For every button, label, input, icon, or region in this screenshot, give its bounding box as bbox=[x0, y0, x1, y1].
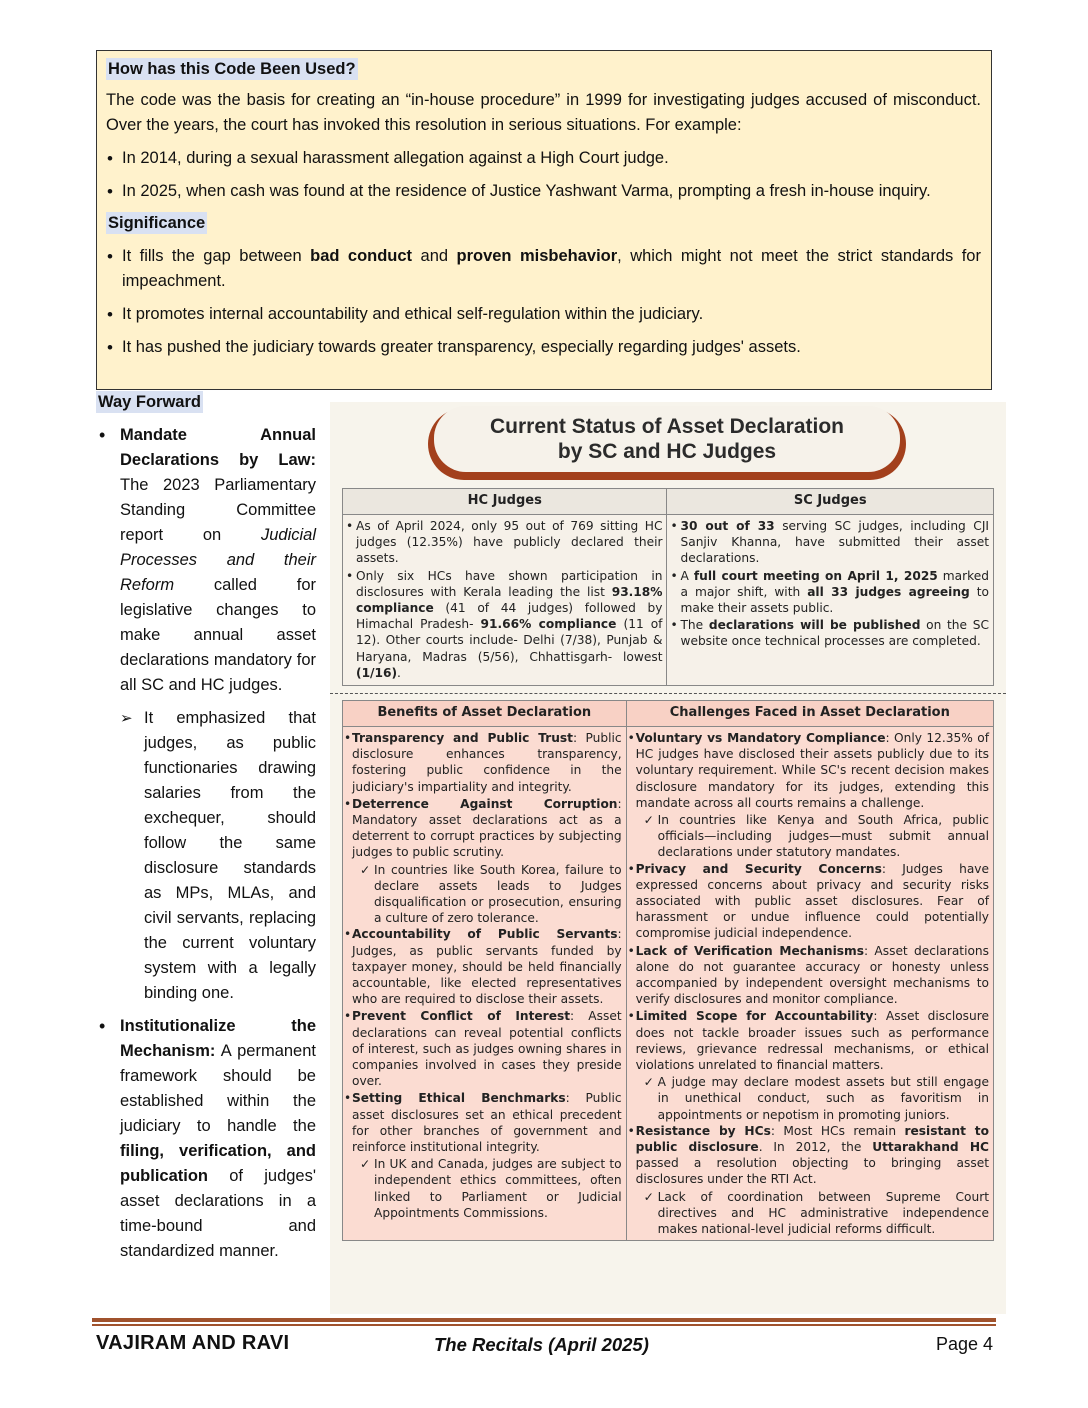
significance-item: • It promotes internal accountability and ethical self-regulation within the judiciary. bbox=[106, 302, 981, 327]
code-usage-intro: The code was the basis for creating an “in-house procedure” in 1999 for investigating judges accused of misconduct. Over the years, the court has invoked this resolution in serious situations. For example: bbox=[106, 91, 981, 134]
dashed-separator bbox=[330, 693, 1006, 694]
checkmark-note: ✓ In UK and Canada, judges are subject to independent ethics committees, often linked to Parliament or Judicial Appointments Commissions. bbox=[346, 1156, 622, 1221]
code-usage-box bbox=[96, 50, 992, 390]
checkmark-note: ✓ In countries like South Korea, failure to declare assets leads to Judges disqualification or prosecution, ensuring a culture of zero tolerance. bbox=[346, 862, 622, 927]
checkmark-note: ✓ In countries like Kenya and South Africa, public officials—including judges—must submit annual declarations under statutory mandates. bbox=[630, 812, 989, 861]
checkmark-note: ✓ A judge may declare modest assets but still engage in unethical conduct, such as favoritism in appointments or nepotism in promoting juniors. bbox=[630, 1074, 989, 1123]
footer-rule bbox=[92, 1318, 996, 1322]
challenges-cell: • Voluntary vs Mandatory Compliance: Only 12.35% of HC judges have disclosed their assets publicly due to its voluntary requirement. While SC's recent decision makes disclosure mandatory for its judges, extending this mandate across all courts remains a challenge. ✓ In countries like Kenya and South Africa, public officials—including judges—must submit annual declarations under statutory mandates. • Privacy and Security Concerns: Judges have expressed concerns about privacy and security risks associated with public asset disclosures. Fear of harassment or undue influence could potentially compromise judicial independence. • Lack of Verification Mechanisms: Asset declarations alone do not guarantee accuracy or honesty unless accompanied by independent oversight mechanisms to verify disclosures and monitor compliance. • Limited Scope for Accountability: Asset disclosure does not tackle broader issues such as performance reviews, grievance redressal mechanisms, or ethical violations unrelated to financial matters. ✓ A judge may declare modest assets but still engage in unethical conduct, such as favoritism in appointments or nepotism in promoting juniors. • Resistance by HCs: Most HCs remain resistant to public disclosure. In 2012, the Uttarakhand HC passed a resolution objecting to bringing asset disclosures under the RTI Act. ✓ Lack of coordination between Supreme Court directives and HC administrative independence makes national-level judicial reforms difficult. bbox=[626, 727, 993, 1241]
way-forward-item: • Mandate Annual Declarations by Law: The 2023 Parliamentary Standing Committee report on Judicial Processes and their Reform called for legislative changes to make annual asset declarations mandatory for all SC and HC judges. bbox=[96, 423, 316, 698]
footer-brand: VAJIRAM AND RAVI bbox=[96, 1332, 290, 1354]
hc-judges-cell: • As of April 2024, only 95 out of 769 sitting HC judges (12.35%) have publicly declared their assets. • Only six HCs have shown participation in disclosures with Kerala leading the list 93.18% compliance (41 of 44 judges) followed by Himachal Pradesh- 91.66% compliance (11 of 12). Other courts include- Delhi (7/38), Punjab & Haryana, Madras (5/56), Chhattisgarh- lowest (1/16). bbox=[343, 515, 667, 686]
sc-judges-header: SC Judges bbox=[667, 489, 994, 515]
benefits-challenges-table bbox=[342, 700, 994, 1241]
challenges-header: Challenges Faced in Asset Declaration bbox=[626, 701, 993, 727]
hc-judges-header: HC Judges bbox=[343, 489, 667, 515]
benefits-cell: • Transparency and Public Trust: Public disclosure enhances transparency, fostering public confidence in the judiciary's impartiality and integrity. • Deterrence Against Corruption: Mandatory asset declarations act as a deterrent to corrupt practices by subjecting judges to public scrutiny. ✓ In countries like South Korea, failure to declare assets leads to Judges disqualification or prosecution, ensuring a culture of zero tolerance. • Accountability of Public Servants: Judges, as public servants funded by taxpayer money, should be held financially accountable, like elected representatives who are required to disclose their assets. • Prevent Conflict of Interest: Asset declarations can reveal potential conflicts of interest, such as judges owning shares in companies involved in cases they preside over. • Setting Ethical Benchmarks: Public asset disclosures set an ethical precedent for other branches of government and reinforce institutional integrity. ✓ In UK and Canada, judges are subject to independent ethics committees, often linked to Parliament or Judicial Appointments Commissions. bbox=[343, 727, 627, 1241]
footer-rule-thin bbox=[92, 1324, 996, 1326]
example-2014: • In 2014, during a sexual harassment allegation against a High Court judge. bbox=[106, 146, 981, 171]
footer-publication: The Recitals (April 2025) bbox=[434, 1334, 649, 1355]
checkmark-note: ✓ Lack of coordination between Supreme Court directives and HC administrative independence makes national-level judicial reforms difficult. bbox=[630, 1189, 989, 1238]
way-forward-heading: Way Forward bbox=[98, 393, 201, 411]
status-table bbox=[342, 488, 994, 686]
sc-judges-cell: • 30 out of 33 serving SC judges, including CJI Sanjiv Khanna, have submitted their asset declarations. • A full court meeting on April 1, 2025 marked a major shift, with all 33 judges agreeing to make their assets public. • The declarations will be published on the SC website once technical processes are completed. bbox=[667, 515, 994, 686]
significance-heading: Significance bbox=[108, 214, 206, 232]
asset-declaration-infographic bbox=[330, 402, 1006, 1314]
significance-item: • It has pushed the judiciary towards greater transparency, especially regarding judges' assets. bbox=[106, 335, 981, 360]
way-forward-item: • Institutionalize the Mechanism: A permanent framework should be established within the judiciary to handle the filing, verification, and publication of judges' asset declarations in a time-bound and standardized manner. bbox=[96, 1014, 316, 1264]
significance-item: • It fills the gap between bad conduct and proven misbehavior, which might not meet the strict standards for impeachment. bbox=[106, 244, 981, 294]
example-2025: • In 2025, when cash was found at the residence of Justice Yashwant Varma, prompting a fresh in-house inquiry. bbox=[106, 179, 981, 204]
code-usage-heading: How has this Code Been Used? bbox=[108, 60, 356, 78]
way-forward-subpoint: ➢ It emphasized that judges, as public functionaries drawing salaries from the exchequer, should follow the same disclosure standards as MPs, MLAs, and civil servants, replacing the current voluntary system with a legally binding one. bbox=[96, 706, 316, 1006]
way-forward-column bbox=[96, 423, 316, 1264]
benefits-header: Benefits of Asset Declaration bbox=[343, 701, 627, 727]
page-number: Page 4 bbox=[936, 1334, 994, 1354]
infographic-title: Current Status of Asset Declaration by SC and HC Judges bbox=[434, 406, 900, 472]
